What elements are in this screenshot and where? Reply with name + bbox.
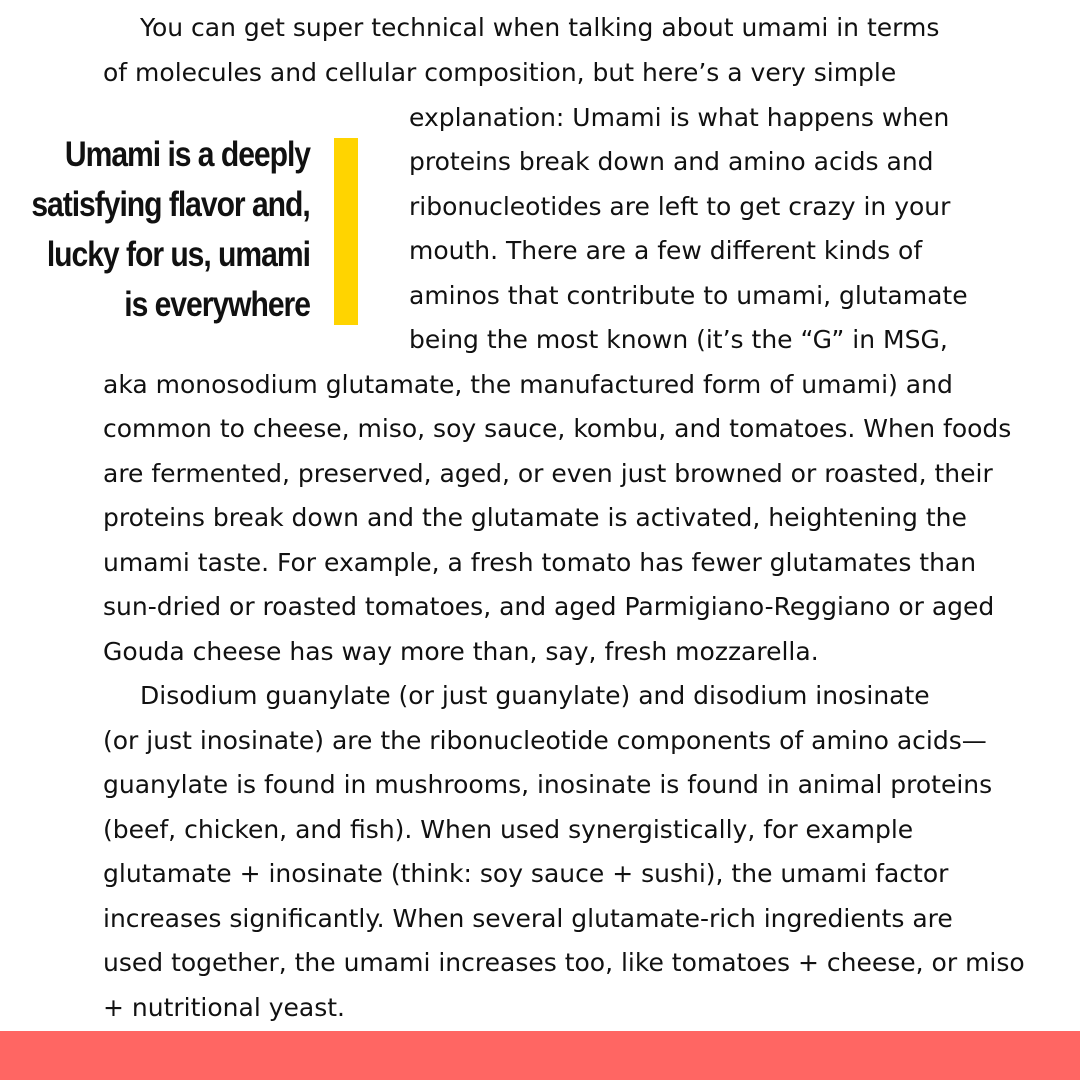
body-line-13: umami taste. For example, a fresh tomato has fewer glutamates than	[103, 548, 977, 577]
pull-quote-line-3: lucky for us, umami	[46, 235, 310, 274]
body-line-19: (beef, chicken, and fish). When used synergistically, for example	[103, 815, 914, 844]
body-line-23: + nutritional yeast.	[103, 993, 345, 1022]
pull-quote-line-4: is everywhere	[124, 285, 310, 324]
body-line-15: Gouda cheese has way more than, say, fresh mozzarella.	[103, 637, 819, 666]
body-line-20: glutamate + inosinate (think: soy sauce + sushi), the umami factor	[103, 859, 949, 888]
body-line-9: aka monosodium glutamate, the manufactured form of umami) and	[103, 370, 953, 399]
body-line-8: being the most known (it’s the “G” in MSG,	[409, 325, 948, 354]
body-line-2: of molecules and cellular composition, but here’s a very simple	[103, 58, 897, 87]
body-line-7: aminos that contribute to umami, glutamate	[409, 281, 968, 310]
footer-band	[0, 1031, 1080, 1080]
body-line-10: common to cheese, miso, soy sauce, kombu, and tomatoes. When foods	[103, 414, 1012, 443]
body-line-22: used together, the umami increases too, like tomatoes + cheese, or miso	[103, 948, 1025, 977]
body-line-12: proteins break down and the glutamate is activated, heightening the	[103, 503, 967, 532]
body-line-5: ribonucleotides are left to get crazy in your	[409, 192, 951, 221]
body-line-14: sun-dried or roasted tomatoes, and aged Parmigiano-Reggiano or aged	[103, 592, 995, 621]
body-line-17: (or just inosinate) are the ribonucleotide components of amino acids—	[103, 726, 987, 755]
body-line-16: Disodium guanylate (or just guanylate) and disodium inosinate	[140, 681, 930, 710]
body-line-6: mouth. There are a few different kinds of	[409, 236, 923, 265]
body-line-18: guanylate is found in mushrooms, inosinate is found in animal proteins	[103, 770, 993, 799]
body-line-11: are fermented, preserved, aged, or even just browned or roasted, their	[103, 459, 993, 488]
body-line-21: increases significantly. When several glutamate-rich ingredients are	[103, 904, 953, 933]
pull-quote-accent-bar	[334, 138, 358, 325]
body-line-3: explanation: Umami is what happens when	[409, 103, 950, 132]
pull-quote-line-1: Umami is a deeply	[64, 135, 310, 174]
body-line-1: You can get super technical when talking about umami in terms	[140, 13, 940, 42]
body-line-4: proteins break down and amino acids and	[409, 147, 934, 176]
pull-quote-line-2: satisfying flavor and,	[31, 185, 310, 224]
